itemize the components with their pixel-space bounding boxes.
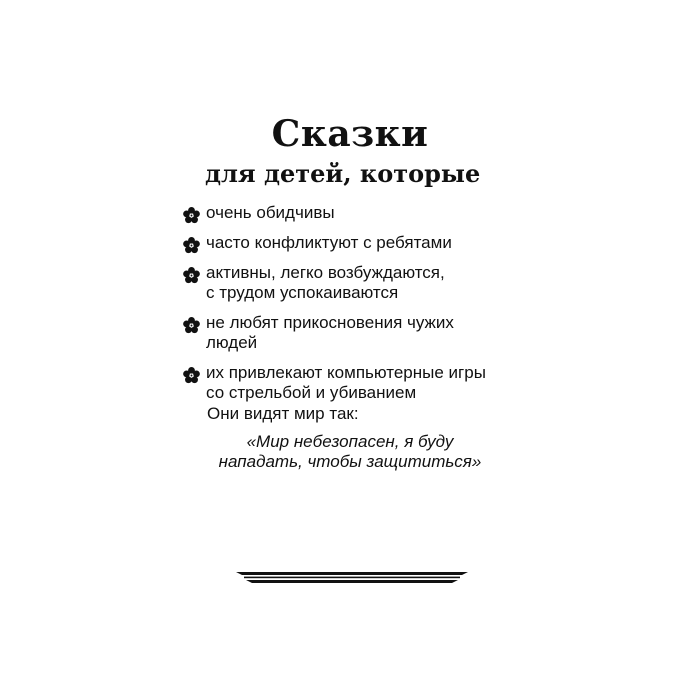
- list-item-text: не любят прикосновения чужих людей: [206, 313, 454, 352]
- decorative-divider: [236, 570, 468, 584]
- flower-bullet-icon: [182, 316, 201, 335]
- page-subtitle: для детей, которые: [205, 159, 481, 188]
- traits-list: [182, 203, 522, 413]
- list-item: [182, 203, 522, 223]
- list-item-text: активны, легко возбуждаются, с трудом успокаиваются: [206, 263, 445, 302]
- flower-bullet-icon: [182, 236, 201, 255]
- list-item: [182, 313, 522, 353]
- list-item: [182, 233, 522, 253]
- list-item: [182, 363, 522, 403]
- flower-bullet-icon: [182, 366, 201, 385]
- list-item: [182, 263, 522, 303]
- page-title: Сказки: [271, 113, 429, 155]
- list-item-text: их привлекают компьютерные игры со стрельбой и убиванием: [206, 363, 486, 402]
- flower-bullet-icon: [182, 266, 201, 285]
- worldview-note: Они видят мир так:: [207, 404, 359, 423]
- worldview-quote: «Мир небезопасен, я буду нападать, чтобы защититься»: [218, 432, 482, 471]
- list-item-text: очень обидчивы: [206, 203, 335, 222]
- flower-bullet-icon: [182, 206, 201, 225]
- list-item-text: часто конфликтуют с ребятами: [206, 233, 452, 252]
